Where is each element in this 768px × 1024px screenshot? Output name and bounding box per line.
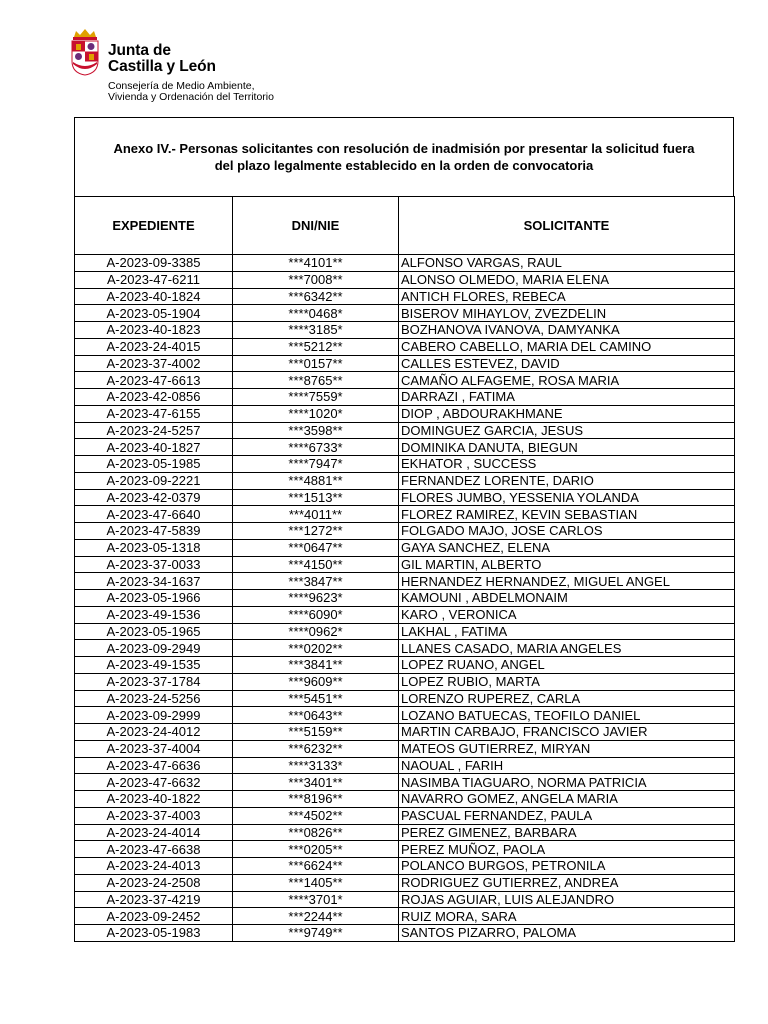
dni-cell: ***4011** [233, 506, 399, 523]
expediente-cell: A-2023-05-1985 [75, 456, 233, 473]
expediente-cell: A-2023-24-4015 [75, 338, 233, 355]
solicitante-cell: LAKHAL , FATIMA [399, 623, 735, 640]
expediente-cell: A-2023-47-6613 [75, 372, 233, 389]
table-body [75, 255, 735, 942]
expediente-cell: A-2023-05-1318 [75, 539, 233, 556]
expediente-cell: A-2023-40-1827 [75, 439, 233, 456]
dni-cell: ****3701* [233, 891, 399, 908]
expediente-cell: A-2023-40-1822 [75, 791, 233, 808]
table-row [75, 338, 735, 355]
dni-cell: ***4502** [233, 807, 399, 824]
solicitante-cell: MATEOS GUTIERREZ, MIRYAN [399, 740, 735, 757]
header-dni: DNI/NIE [233, 197, 399, 255]
dni-cell: ***8765** [233, 372, 399, 389]
expediente-cell: A-2023-37-1784 [75, 673, 233, 690]
dni-cell: ***0643** [233, 707, 399, 724]
table-row [75, 389, 735, 406]
solicitante-cell: ALONSO OLMEDO, MARIA ELENA [399, 271, 735, 288]
table-row [75, 774, 735, 791]
table-row [75, 824, 735, 841]
table-row [75, 439, 735, 456]
expediente-cell: A-2023-47-6638 [75, 841, 233, 858]
dni-cell: ***3401** [233, 774, 399, 791]
dni-cell: ****3133* [233, 757, 399, 774]
expediente-cell: A-2023-24-4014 [75, 824, 233, 841]
solicitante-cell: LOPEZ RUBIO, MARTA [399, 673, 735, 690]
dni-cell: ***4150** [233, 556, 399, 573]
table-row [75, 640, 735, 657]
table-row [75, 623, 735, 640]
solicitante-cell: LOZANO BATUECAS, TEOFILO DANIEL [399, 707, 735, 724]
department-name: Consejería de Medio Ambiente, Vivienda y Ordenación del Territorio [108, 80, 274, 103]
expediente-cell: A-2023-37-4002 [75, 355, 233, 372]
solicitante-cell: ROJAS AGUIAR, LUIS ALEJANDRO [399, 891, 735, 908]
solicitante-cell: DOMINIKA DANUTA, BIEGUN [399, 439, 735, 456]
coat-of-arms-icon [68, 28, 102, 76]
solicitante-cell: RODRIGUEZ GUTIERREZ, ANDREA [399, 874, 735, 891]
solicitante-cell: PASCUAL FERNANDEZ, PAULA [399, 807, 735, 824]
dni-cell: ***1272** [233, 523, 399, 540]
dni-cell: ***6232** [233, 740, 399, 757]
dni-cell: ***5451** [233, 690, 399, 707]
expediente-cell: A-2023-24-5257 [75, 422, 233, 439]
dni-cell: ***6624** [233, 858, 399, 875]
expediente-cell: A-2023-47-6155 [75, 405, 233, 422]
expediente-cell: A-2023-49-1536 [75, 606, 233, 623]
dni-cell: ***2244** [233, 908, 399, 925]
dni-cell: ***8196** [233, 791, 399, 808]
expediente-cell: A-2023-24-4013 [75, 858, 233, 875]
expediente-cell: A-2023-47-6640 [75, 506, 233, 523]
dni-cell: ***1405** [233, 874, 399, 891]
table-row [75, 405, 735, 422]
table-row [75, 690, 735, 707]
expediente-cell: A-2023-47-6636 [75, 757, 233, 774]
solicitante-cell: HERNANDEZ HERNANDEZ, MIGUEL ANGEL [399, 573, 735, 590]
solicitante-cell: FLOREZ RAMIREZ, KEVIN SEBASTIAN [399, 506, 735, 523]
expediente-cell: A-2023-40-1824 [75, 288, 233, 305]
dni-cell: ***4101** [233, 255, 399, 272]
solicitante-cell: CALLES ESTEVEZ, DAVID [399, 355, 735, 372]
dni-cell: ****6090* [233, 606, 399, 623]
solicitante-cell: FLORES JUMBO, YESSENIA YOLANDA [399, 489, 735, 506]
table-row [75, 422, 735, 439]
table-row [75, 757, 735, 774]
solicitante-cell: BOZHANOVA IVANOVA, DAMYANKA [399, 322, 735, 339]
annex-title [74, 117, 734, 197]
table-row [75, 271, 735, 288]
table-row [75, 556, 735, 573]
header-solicitante: SOLICITANTE [399, 197, 735, 255]
expediente-cell: A-2023-42-0856 [75, 389, 233, 406]
table-row [75, 456, 735, 473]
table-row [75, 791, 735, 808]
table-row [75, 590, 735, 607]
dni-cell: ***0205** [233, 841, 399, 858]
solicitante-cell: FOLGADO MAJO, JOSE CARLOS [399, 523, 735, 540]
table-row [75, 657, 735, 674]
table-row [75, 372, 735, 389]
expediente-cell: A-2023-05-1966 [75, 590, 233, 607]
solicitante-cell: KARO , VERONICA [399, 606, 735, 623]
solicitante-cell: CAMAÑO ALFAGEME, ROSA MARIA [399, 372, 735, 389]
expediente-cell: A-2023-47-5839 [75, 523, 233, 540]
dni-cell: ****1020* [233, 405, 399, 422]
dni-cell: ****0468* [233, 305, 399, 322]
solicitante-cell: GAYA SANCHEZ, ELENA [399, 539, 735, 556]
expediente-cell: A-2023-42-0379 [75, 489, 233, 506]
expediente-cell: A-2023-09-2221 [75, 472, 233, 489]
dni-cell: ***9609** [233, 673, 399, 690]
expediente-cell: A-2023-37-4219 [75, 891, 233, 908]
solicitante-cell: DIOP , ABDOURAKHMANE [399, 405, 735, 422]
solicitante-cell: KAMOUNI , ABDELMONAIM [399, 590, 735, 607]
solicitante-cell: LLANES CASADO, MARIA ANGELES [399, 640, 735, 657]
expediente-cell: A-2023-05-1965 [75, 623, 233, 640]
table-row [75, 908, 735, 925]
table-row [75, 539, 735, 556]
table-row [75, 891, 735, 908]
solicitante-cell: SANTOS PIZARRO, PALOMA [399, 925, 735, 942]
dni-cell: ***7008** [233, 271, 399, 288]
table-row [75, 673, 735, 690]
expediente-cell: A-2023-40-1823 [75, 322, 233, 339]
table-row [75, 255, 735, 272]
dni-cell: ***6342** [233, 288, 399, 305]
expediente-cell: A-2023-37-0033 [75, 556, 233, 573]
dni-cell: ***0202** [233, 640, 399, 657]
expediente-cell: A-2023-24-2508 [75, 874, 233, 891]
dni-cell: ***4881** [233, 472, 399, 489]
dni-cell: ***1513** [233, 489, 399, 506]
solicitante-cell: NASIMBA TIAGUARO, NORMA PATRICIA [399, 774, 735, 791]
table-row [75, 355, 735, 372]
dni-cell: ***3841** [233, 657, 399, 674]
annex-title-line1: Anexo IV.- Personas solicitantes con resolución de inadmisión por presentar la solicitud fuera [113, 141, 695, 156]
dni-cell: ***5159** [233, 724, 399, 741]
solicitante-cell: DARRAZI , FATIMA [399, 389, 735, 406]
table-row [75, 858, 735, 875]
dni-cell: ***5212** [233, 338, 399, 355]
solicitante-cell: POLANCO BURGOS, PETRONILA [399, 858, 735, 875]
solicitante-cell: NAOUAL , FARIH [399, 757, 735, 774]
expediente-cell: A-2023-37-4004 [75, 740, 233, 757]
expediente-cell: A-2023-24-4012 [75, 724, 233, 741]
table-row [75, 925, 735, 942]
table-row [75, 606, 735, 623]
annex-frame [74, 117, 734, 942]
table-row [75, 807, 735, 824]
table-row [75, 489, 735, 506]
solicitante-cell: RUIZ MORA, SARA [399, 908, 735, 925]
solicitante-cell: GIL MARTIN, ALBERTO [399, 556, 735, 573]
expediente-cell: A-2023-24-5256 [75, 690, 233, 707]
solicitante-cell: FERNANDEZ LORENTE, DARIO [399, 472, 735, 489]
expediente-cell: A-2023-34-1637 [75, 573, 233, 590]
org-name: Junta de Castilla y León [108, 42, 216, 75]
dni-cell: ***0157** [233, 355, 399, 372]
solicitante-cell: LOPEZ RUANO, ANGEL [399, 657, 735, 674]
expediente-cell: A-2023-09-2452 [75, 908, 233, 925]
table-row [75, 322, 735, 339]
solicitante-cell: ALFONSO VARGAS, RAUL [399, 255, 735, 272]
expediente-cell: A-2023-47-6632 [75, 774, 233, 791]
expediente-cell: A-2023-09-3385 [75, 255, 233, 272]
table-row [75, 874, 735, 891]
dni-cell: ****9623* [233, 590, 399, 607]
table-row [75, 305, 735, 322]
solicitante-cell: EKHATOR , SUCCESS [399, 456, 735, 473]
dni-cell: ***0647** [233, 539, 399, 556]
expediente-cell: A-2023-37-4003 [75, 807, 233, 824]
dni-cell: ****0962* [233, 623, 399, 640]
expediente-cell: A-2023-05-1983 [75, 925, 233, 942]
table-row [75, 707, 735, 724]
dni-cell: ****3185* [233, 322, 399, 339]
table-row [75, 573, 735, 590]
solicitante-cell: ANTICH FLORES, REBECA [399, 288, 735, 305]
solicitante-cell: DOMINGUEZ GARCIA, JESUS [399, 422, 735, 439]
table-row [75, 506, 735, 523]
table-row [75, 523, 735, 540]
solicitante-cell: PEREZ MUÑOZ, PAOLA [399, 841, 735, 858]
table-row [75, 288, 735, 305]
expediente-cell: A-2023-09-2999 [75, 707, 233, 724]
dni-cell: ***0826** [233, 824, 399, 841]
applicants-table [74, 196, 735, 942]
table-row [75, 740, 735, 757]
dni-cell: ****7559* [233, 389, 399, 406]
expediente-cell: A-2023-47-6211 [75, 271, 233, 288]
solicitante-cell: LORENZO RUPEREZ, CARLA [399, 690, 735, 707]
table-header-row [75, 197, 735, 255]
expediente-cell: A-2023-49-1535 [75, 657, 233, 674]
solicitante-cell: CABERO CABELLO, MARIA DEL CAMINO [399, 338, 735, 355]
table-row [75, 841, 735, 858]
solicitante-cell: MARTIN CARBAJO, FRANCISCO JAVIER [399, 724, 735, 741]
dni-cell: ***3847** [233, 573, 399, 590]
dni-cell: ***9749** [233, 925, 399, 942]
dni-cell: ****6733* [233, 439, 399, 456]
solicitante-cell: BISEROV MIHAYLOV, ZVEZDELIN [399, 305, 735, 322]
junta-logo [66, 28, 326, 104]
solicitante-cell: PEREZ GIMENEZ, BARBARA [399, 824, 735, 841]
solicitante-cell: NAVARRO GOMEZ, ANGELA MARIA [399, 791, 735, 808]
expediente-cell: A-2023-05-1904 [75, 305, 233, 322]
expediente-cell: A-2023-09-2949 [75, 640, 233, 657]
table-row [75, 472, 735, 489]
table-row [75, 724, 735, 741]
dni-cell: ***3598** [233, 422, 399, 439]
annex-title-line2: del plazo legalmente establecido en la orden de convocatoria [214, 158, 594, 173]
dni-cell: ****7947* [233, 456, 399, 473]
header-expediente: EXPEDIENTE [75, 197, 233, 255]
